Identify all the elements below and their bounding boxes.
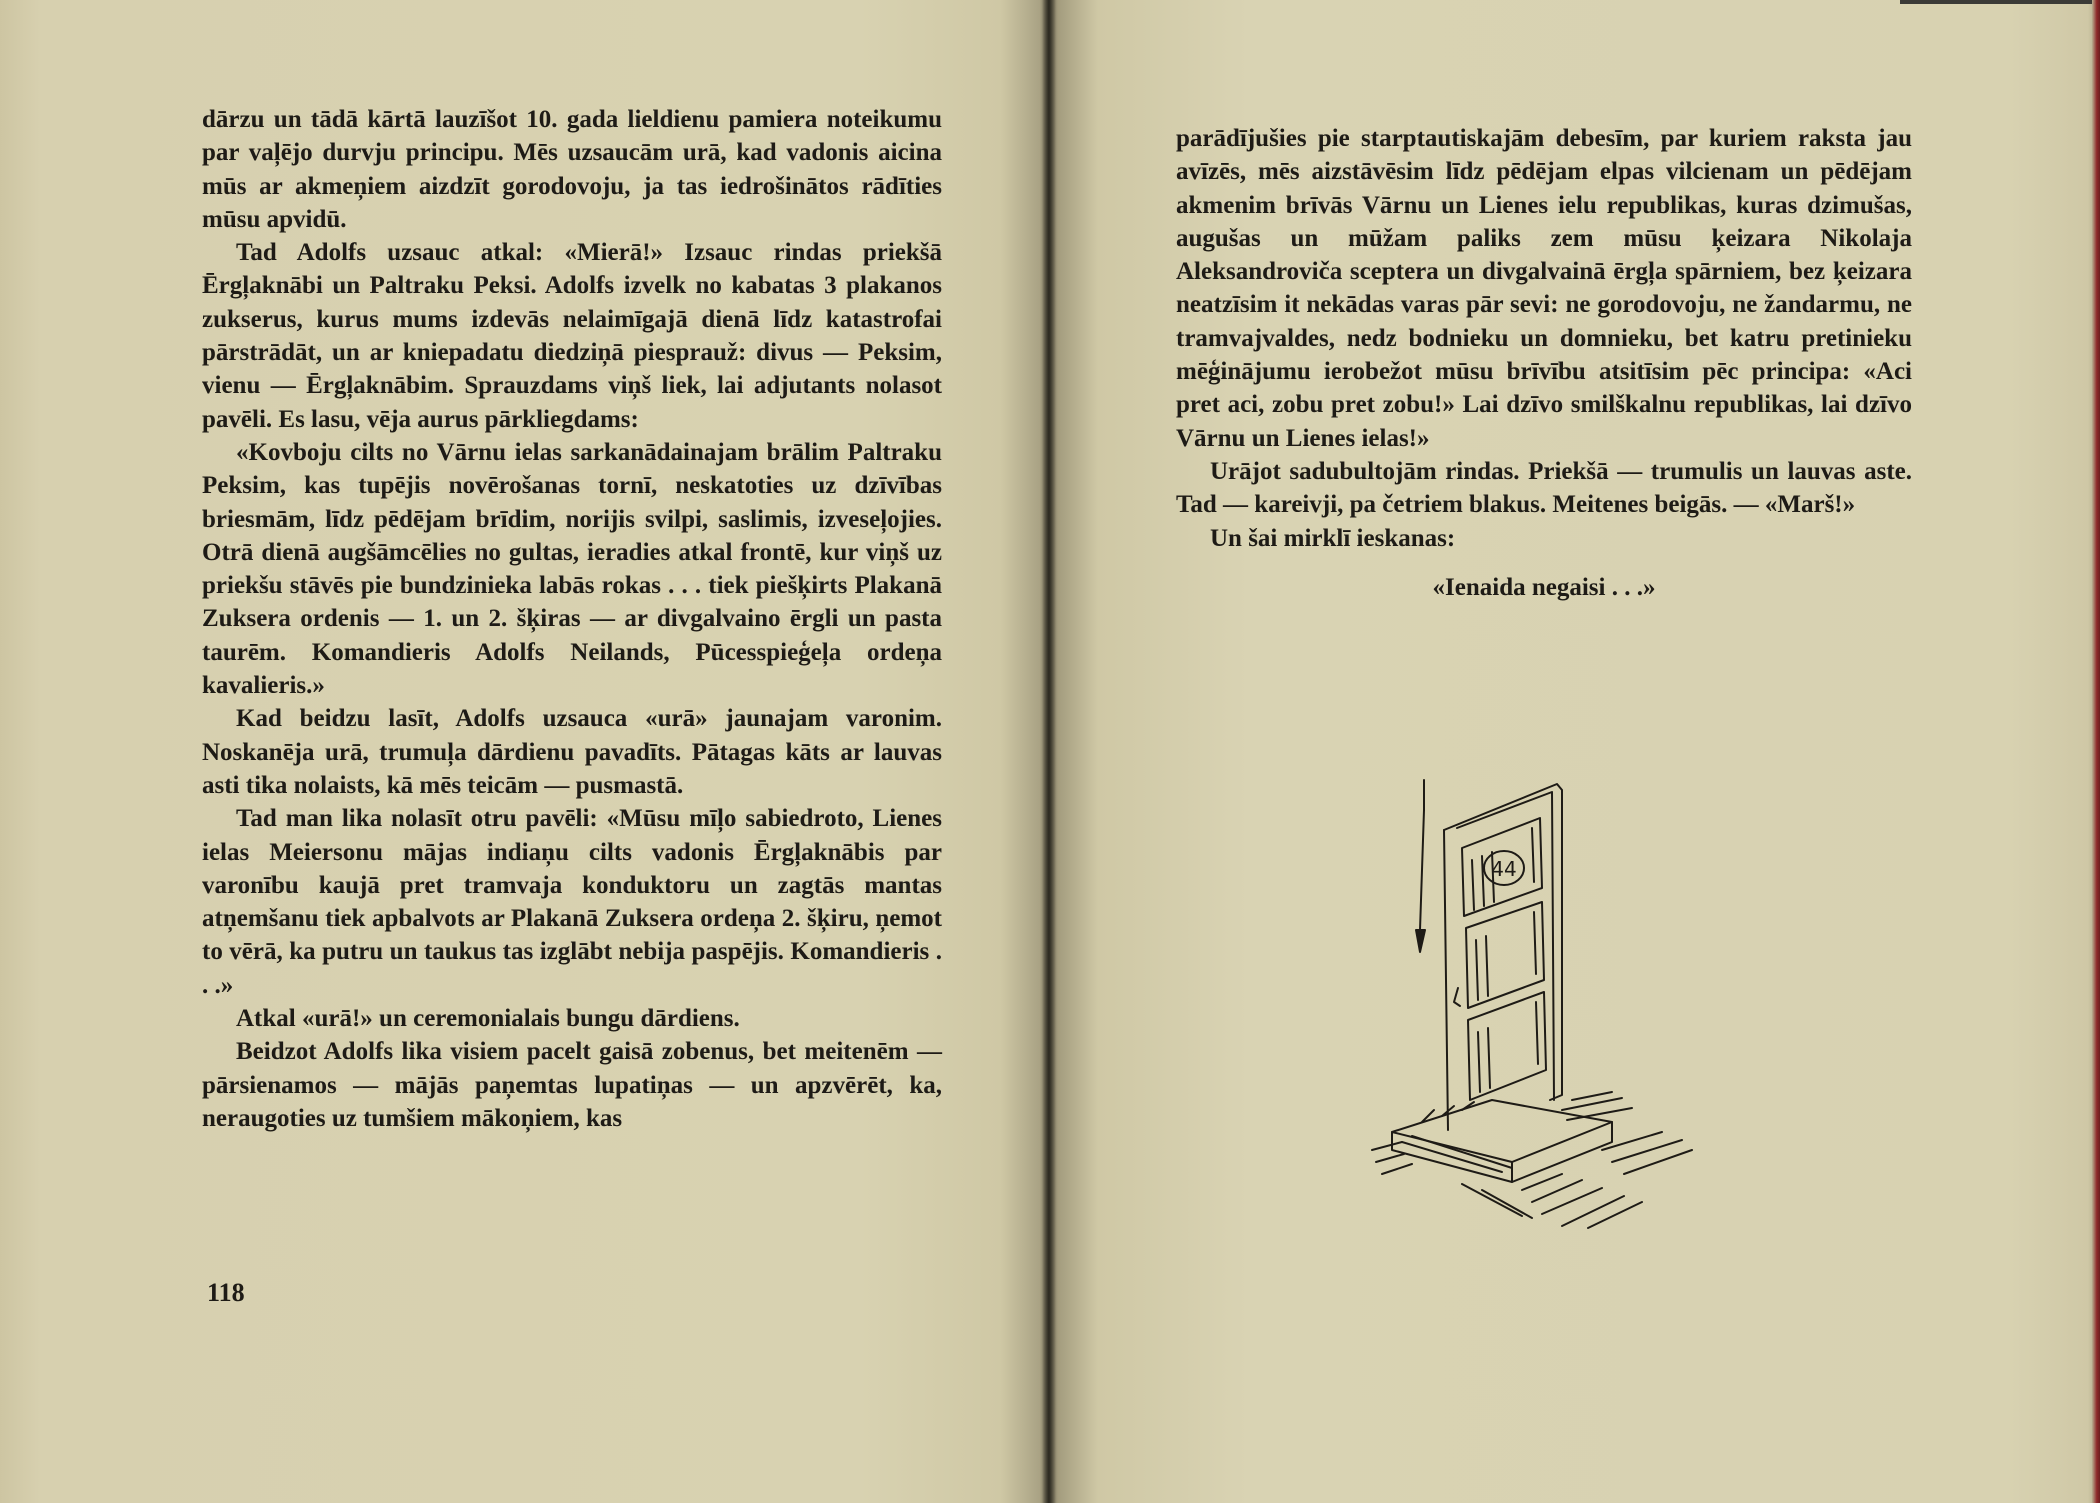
right-page-text [1176, 122, 1912, 604]
door-number: 44 [1491, 857, 1517, 881]
paragraph: Tad man lika nolasīt otru pavēli: «Mūsu mīļo sabiedroto, Lienes ielas Meiersonu mājas indiaņu cilts vadonis Ērgļaknābis par varonību kaujā pret tramvaja konduktoru un zagtās mantas atņemšanu tiek apbalvots ar Plakanā Zuksera ordeņa 2. šķiru, ņemot to vērā, ka putru un taukus tas izglābt nebija paspējis. Komandieris . . .» [202, 805, 942, 999]
page-number: 118 [207, 1278, 245, 1307]
book-gutter [1042, 0, 1056, 1503]
paragraph: Un šai mirklī ieskanas: [1210, 524, 1456, 552]
page-edge [1900, 0, 2100, 4]
left-page [0, 0, 1048, 1503]
paragraph: parādījušies pie starptautiskajām debesīm, par kuriem raksta jau avīzēs, mēs aizstāvēsim līdz pēdējam elpas vilcienam un pēdējam akmenim brīvās Vārnu un Lienes ielu republikas, kuras dzimušas, augušas un mūžam paliks zem mūsu ķeizara Nikolaja Aleksandroviča sceptera un divgalvainā ērgļa spārniem, bez ķeizara neatzīsim it nekādas varas pār sevi: ne gorodovoju, ne žandarmu, ne tramvajvaldes, nedz bodnieku un domnieku, bet katru pretinieku mēģinājumu ierobežot mūsu brīvību atsitīsim pēc principa: «Aci pret aci, zobu pret zobu!» Lai dzīvo smilškalnu republikas, lai dzīvo Vārnu un Lienes ielas!» [1176, 125, 1912, 452]
book-cover-edge [2092, 0, 2100, 1503]
paragraph: Tad Adolfs uzsauc atkal: «Mierā!» Izsauc rindas priekšā Ērgļaknābi un Paltraku Peksi. Adolfs izvelk no kabatas 3 plakanos zukserus, kurus mums izdevās nelaimīgajā dienā līdz katastrofai pārstrādāt, un ar kniepadatu diedziņā piesprauž: divus — Peksim, vienu — Ērgļaknābim. Sprauzdams viņš liek, lai adjutants nolasot pavēli. Es lasu, vēja aurus pārkliegdams: [202, 239, 942, 433]
song-line: «Ienaida negaisi . . .» [1432, 573, 1656, 601]
paragraph: dārzu un tādā kārtā lauzīšot 10. gada lieldienu pamiera noteikumu par vaļējo durvju principu. Mēs uzsaucām urā, kad vadonis aicina mūs ar akmeņiem aizdzīt gorodovoju, ja tas iedrošinātos rādīties mūsu apvidū. [202, 106, 942, 233]
paragraph: Beidzot Adolfs lika visiem pacelt gaisā zobenus, bet meitenēm — pārsienamos — mājās paņemtas lupatiņas — un apzvērēt, ka, neraugoties uz tumšiem mākoņiem, kas [202, 1038, 942, 1132]
paragraph: Urājot sadubultojām rindas. Priekšā — trumulis un lauvas aste. Tad — kareivji, pa četriem blakus. Meitenes beigās. — «Marš!» [1176, 457, 1912, 519]
door-illustration [1362, 770, 1772, 1240]
paragraph: «Kovboju cilts no Vārnu ielas sarkanādainajam brālim Paltraku Peksim, kas tupējis novērošanas tornī, neskatoties uz dzīvības briesmām, līdz pēdējam brīdim, norijis svilpi, saslimis, izveseļojies. Otrā dienā augšāmcēlies no gultas, ieradies atkal frontē, kur viņš uz priekšu stāvēs pie bundzinieka labās rokas . . . tiek piešķirts Plakanā Zuksera ordenis — 1. un 2. šķiras — ar divgalvaino ērgli un pasta taurēm. Komandieris Adolfs Neilands, Pūcesspieģeļa ordeņa kavalieris.» [202, 438, 942, 700]
right-page [1048, 0, 2100, 1503]
paragraph: Atkal «urā!» un ceremonialais bungu dārdiens. [236, 1005, 740, 1033]
paragraph: Kad beidzu lasīt, Adolfs uzsauca «urā» jaunajam varonim. Noskanēja urā, trumuļa dārdienu pavadīts. Pātagas kāts ar lauvas asti tika nolaists, kā mēs teicām — pusmastā. [202, 705, 942, 799]
left-page-text [202, 103, 942, 1135]
